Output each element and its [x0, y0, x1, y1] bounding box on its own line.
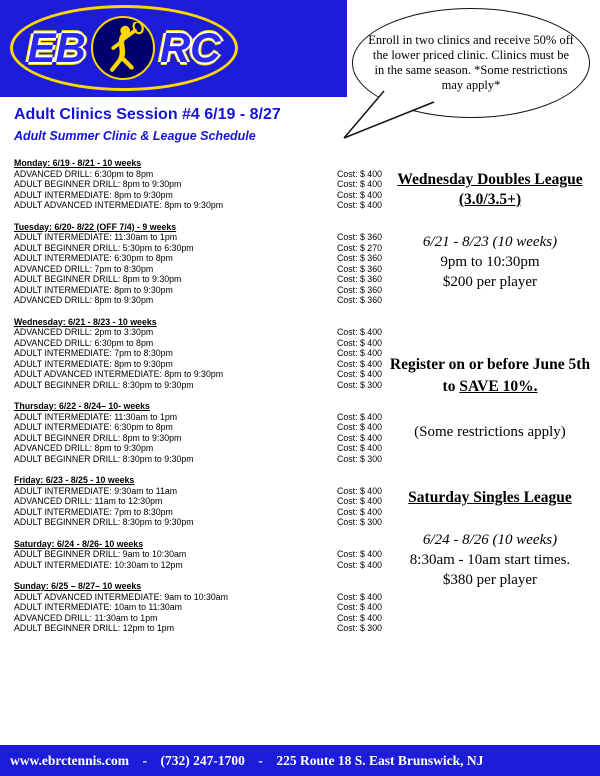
clinic-row — [14, 243, 390, 254]
clinic-label: ADULT INTERMEDIATE: 8pm to 9:30pm — [14, 189, 173, 200]
wednesday-doubles-time: 9pm to 10:30pm — [440, 254, 540, 270]
clinic-row — [14, 549, 390, 560]
clinic-label: ADULT ADVANCED INTERMEDIATE: 9am to 10:30am — [14, 591, 228, 602]
clinic-row — [14, 613, 390, 624]
clinic-label: ADULT BEGINNER DRILL: 12pm to 1pm — [14, 623, 175, 633]
day-block — [14, 475, 390, 528]
clinic-label: ADVANCED DRILL: 2pm to 3:30pm — [14, 327, 154, 337]
clinic-label: ADULT INTERMEDIATE: 11:30am to 1pm — [14, 232, 178, 242]
clinic-cost: Cost: $ 400 — [337, 337, 382, 348]
clinic-row — [14, 422, 390, 433]
clinic-cost: Cost: $ 360 — [337, 295, 382, 305]
league-column — [388, 170, 592, 590]
day-heading: Sunday: 6/25 – 8/27– 10 weeks — [14, 581, 142, 591]
clinic-row — [14, 348, 390, 359]
clinic-cost: Cost: $ 400 — [337, 591, 382, 602]
page-subtitle: Adult Summer Clinic & League Schedule — [14, 129, 256, 143]
clinic-row — [14, 253, 390, 264]
logo-text-eb: EB — [27, 24, 86, 71]
clinic-label: ADULT ADVANCED INTERMEDIATE: 8pm to 9:30pm — [14, 200, 224, 210]
clinic-label: ADULT INTERMEDIATE: 8pm to 9:30pm — [14, 284, 173, 295]
clinic-row — [14, 517, 390, 528]
saturday-singles-time: 8:30am - 10am start times. — [409, 552, 571, 568]
clinic-row — [14, 623, 390, 634]
footer-bar — [0, 745, 600, 776]
clinic-cost: Cost: $ 400 — [337, 327, 382, 337]
day-heading: Saturday: 6/24 - 8/26- 10 weeks — [14, 538, 144, 549]
clinic-schedule-list — [14, 158, 390, 645]
promo-save-text: SAVE 10%. — [459, 378, 538, 395]
clinic-row — [14, 412, 390, 423]
day-heading: Tuesday: 6/20- 8/22 (OFF 7/4) - 9 weeks — [14, 221, 177, 232]
clinic-label: ADULT ADVANCED INTERMEDIATE: 8pm to 9:30pm — [14, 369, 224, 379]
clinic-label: ADULT INTERMEDIATE: 8pm to 9:30pm — [14, 358, 173, 369]
promo-restrictions-note: (Some restrictions apply) — [414, 424, 566, 440]
saturday-singles-price: $380 per player — [442, 572, 538, 588]
clinic-label: ADULT INTERMEDIATE: 10:30am to 12pm — [14, 559, 183, 570]
day-heading: Wednesday: 6/21 - 8/23 - 10 weeks — [14, 316, 157, 327]
clinic-label: ADULT BEGINNER DRILL: 8:30pm to 9:30pm — [14, 379, 194, 390]
clinic-cost: Cost: $ 400 — [337, 602, 382, 612]
clinic-row — [14, 232, 390, 243]
day-block — [14, 317, 390, 391]
clinic-cost: Cost: $ 400 — [337, 549, 382, 559]
clinic-row — [14, 433, 390, 444]
clinic-row — [14, 359, 390, 370]
clinic-row — [14, 443, 390, 454]
clinic-cost: Cost: $ 400 — [337, 189, 382, 200]
clinic-cost: Cost: $ 400 — [337, 496, 382, 506]
clinic-row — [14, 380, 390, 391]
clinic-cost: Cost: $ 400 — [337, 358, 382, 369]
clinic-row — [14, 285, 390, 296]
wednesday-doubles-price: $200 per player — [442, 274, 538, 290]
header-banner — [0, 0, 347, 97]
clinic-label: ADULT INTERMEDIATE: 7pm to 8:30pm — [14, 348, 173, 358]
clinic-cost: Cost: $ 300 — [337, 453, 382, 464]
clinic-label: ADVANCED DRILL: 6:30pm to 8pm — [14, 168, 154, 179]
clinic-cost: Cost: $ 300 — [337, 623, 382, 633]
clinic-label: ADULT BEGINNER DRILL: 9am to 10:30am — [14, 549, 187, 559]
clinic-cost: Cost: $ 400 — [337, 612, 382, 623]
clinic-row — [14, 200, 390, 211]
clinic-row — [14, 496, 390, 507]
wednesday-doubles-dates: 6/21 - 8/23 (10 weeks) — [422, 234, 558, 250]
wednesday-doubles-section — [388, 170, 592, 292]
day-block — [14, 581, 390, 634]
clinic-row — [14, 560, 390, 571]
clinic-label: ADVANCED DRILL: 11am to 12:30pm — [14, 496, 163, 506]
clinic-row — [14, 264, 390, 275]
clinic-cost: Cost: $ 400 — [337, 369, 382, 379]
day-block — [14, 539, 390, 571]
clinic-cost: Cost: $ 360 — [337, 263, 382, 274]
promo-speech-text: Enroll in two clinics and receive 50% off the lower priced clinic. Clinics must be in the same season. *Some restrictions may apply* — [368, 33, 574, 92]
clinic-row — [14, 274, 390, 285]
day-block — [14, 401, 390, 464]
clinic-label: ADULT BEGINNER DRILL: 8pm to 9:30pm — [14, 432, 182, 443]
speech-bubble-tail — [340, 88, 450, 146]
clinic-row — [14, 592, 390, 603]
clinic-cost: Cost: $ 400 — [337, 559, 382, 570]
clinic-label: ADVANCED DRILL: 8pm to 9:30pm — [14, 443, 154, 453]
clinic-row — [14, 369, 390, 380]
clinic-cost: Cost: $ 400 — [337, 443, 382, 453]
day-block — [14, 222, 390, 306]
clinic-cost: Cost: $ 360 — [337, 274, 382, 284]
logo-text-rc: RC — [159, 24, 221, 71]
clinic-label: ADULT BEGINNER DRILL: 5:30pm to 6:30pm — [14, 242, 194, 253]
clinic-cost: Cost: $ 400 — [337, 200, 382, 210]
clinic-cost: Cost: $ 360 — [337, 284, 382, 295]
clinic-cost: Cost: $ 400 — [337, 179, 382, 189]
saturday-singles-section — [388, 488, 592, 590]
day-block — [14, 158, 390, 211]
saturday-singles-dates: 6/24 - 8/26 (10 weeks) — [422, 532, 558, 548]
clinic-cost: Cost: $ 400 — [337, 411, 382, 422]
clinic-label: ADULT INTERMEDIATE: 9:30am to 11am — [14, 485, 178, 496]
early-register-promo — [388, 354, 592, 398]
clinic-row — [14, 602, 390, 613]
clinic-row — [14, 190, 390, 201]
clinic-row — [14, 327, 390, 338]
clinic-cost: Cost: $ 300 — [337, 517, 382, 527]
clinic-cost: Cost: $ 400 — [337, 485, 382, 496]
day-heading: Friday: 6/23 - 8/25 - 10 weeks — [14, 475, 135, 485]
clinic-label: ADVANCED DRILL: 7pm to 8:30pm — [14, 263, 154, 274]
clinic-label: ADULT BEGINNER DRILL: 8:30pm to 9:30pm — [14, 453, 194, 464]
day-heading: Thursday: 6/22 - 8/24– 10- weeks — [14, 401, 150, 411]
clinic-label: ADULT INTERMEDIATE: 6:30pm to 8pm — [14, 253, 173, 263]
clinic-label: ADULT INTERMEDIATE: 7pm to 8:30pm — [14, 506, 173, 517]
clinic-row — [14, 179, 390, 190]
clinic-label: ADVANCED DRILL: 11:30am to 1pm — [14, 612, 158, 623]
clinic-row — [14, 169, 390, 180]
clinic-label: ADULT BEGINNER DRILL: 8pm to 9:30pm — [14, 274, 182, 284]
clinic-cost: Cost: $ 270 — [337, 242, 382, 253]
clinic-cost: Cost: $ 300 — [337, 379, 382, 390]
day-heading: Monday: 6/19 - 8/21 - 10 weeks — [14, 158, 142, 168]
clinic-row — [14, 338, 390, 349]
clinic-cost: Cost: $ 400 — [337, 168, 382, 179]
clinic-label: ADVANCED DRILL: 6:30pm to 8pm — [14, 337, 154, 348]
clinic-label: ADVANCED DRILL: 8pm to 9:30pm — [14, 295, 154, 305]
clinic-cost: Cost: $ 400 — [337, 422, 382, 432]
clinic-label: ADULT INTERMEDIATE: 10am to 11:30am — [14, 602, 183, 612]
clinic-cost: Cost: $ 360 — [337, 232, 382, 242]
clinic-cost: Cost: $ 400 — [337, 506, 382, 517]
wednesday-doubles-title: Wednesday Doubles League (3.0/3.5+) — [397, 171, 583, 208]
clinic-cost: Cost: $ 400 — [337, 432, 382, 443]
clinic-label: ADULT INTERMEDIATE: 6:30pm to 8pm — [14, 422, 173, 432]
saturday-singles-title: Saturday Singles League — [408, 489, 572, 506]
clinic-cost: Cost: $ 360 — [337, 253, 382, 263]
clinic-row — [14, 507, 390, 518]
footer-contact-text: www.ebrctennis.com - (732) 247-1700 - 225 Route 18 S. East Brunswick, NJ — [10, 752, 484, 768]
clinic-row — [14, 295, 390, 306]
clinic-cost: Cost: $ 400 — [337, 348, 382, 358]
tennis-player-icon — [91, 16, 155, 80]
ebrc-logo — [10, 5, 238, 91]
clinic-row — [14, 486, 390, 497]
clinic-label: ADULT BEGINNER DRILL: 8:30pm to 9:30pm — [14, 517, 194, 527]
clinic-row — [14, 454, 390, 465]
clinic-label: ADULT BEGINNER DRILL: 8pm to 9:30pm — [14, 179, 182, 189]
page-title: Adult Clinics Session #4 6/19 - 8/27 — [14, 106, 281, 123]
promo-lead-text: Register on or before June 5th to — [389, 356, 591, 395]
clinic-label: ADULT INTERMEDIATE: 11:30am to 1pm — [14, 411, 178, 422]
